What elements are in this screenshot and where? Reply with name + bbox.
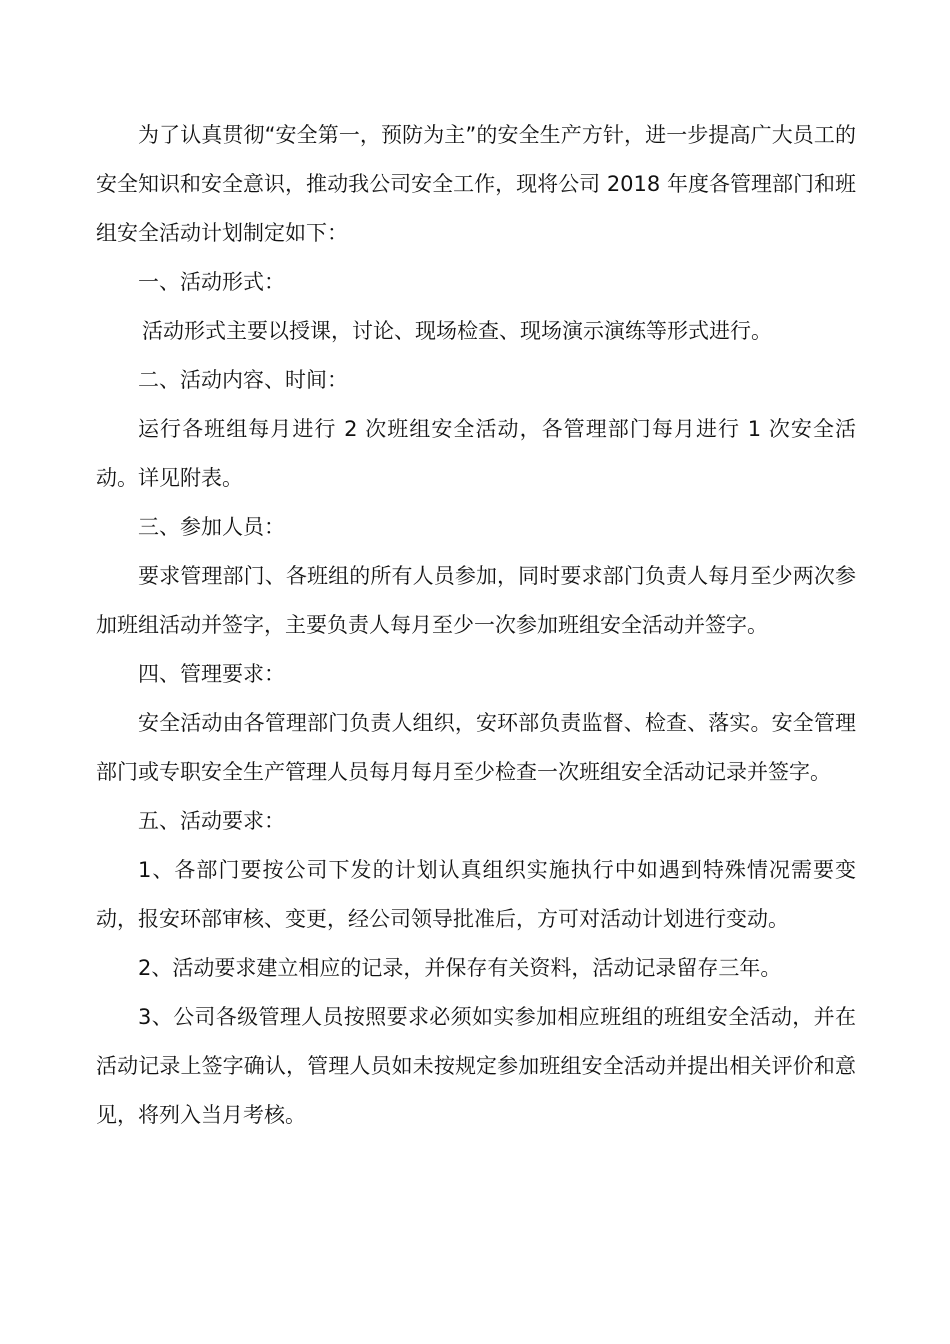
activity-content-paragraph: 运行各班组每月进行 2 次班组安全活动，各管理部门每月进行 1 次安全活动。详见附表。 [96, 417, 856, 490]
section-heading-activity-form: 一、活动形式： [138, 270, 285, 294]
section-heading-management: 四、管理要求： [138, 662, 285, 686]
requirement-item-2: 2、活动要求建立相应的记录，并保存有关资料，活动记录留存三年。 [138, 956, 782, 980]
participants-paragraph: 要求管理部门、各班组的所有人员参加，同时要求部门负责人每月至少两次参加班组活动并签字，主要负责人每月至少一次参加班组安全活动并签字。 [96, 564, 856, 637]
activity-form-paragraph: 活动形式主要以授课，讨论、现场检查、现场演示演练等形式进行。 [142, 319, 772, 343]
requirement-item-1: 1、各部门要按公司下发的计划认真组织实施执行中如遇到特殊情况需要变动，报安环部审核、变更，经公司领导批准后，方可对活动计划进行变动。 [96, 858, 856, 931]
management-paragraph: 安全活动由各管理部门负责人组织，安环部负责监督、检查、落实。安全管理部门或专职安全生产管理人员每月每月至少检查一次班组安全活动记录并签字。 [96, 711, 856, 784]
requirement-item-3: 3、公司各级管理人员按照要求必须如实参加相应班组的班组安全活动，并在活动记录上签字确认，管理人员如未按规定参加班组安全活动并提出相关评价和意见，将列入当月考核。 [96, 1005, 856, 1127]
document-body [96, 111, 856, 1140]
section-heading-requirements: 五、活动要求： [138, 809, 285, 833]
intro-paragraph: 为了认真贯彻“安全第一，预防为主”的安全生产方针，进一步提高广大员工的安全知识和安全意识，推动我公司安全工作，现将公司 2018 年度各管理部门和班组安全活动计划制定如下： [96, 123, 856, 245]
section-heading-participants: 三、参加人员： [138, 515, 285, 539]
section-heading-activity-content: 二、活动内容、时间： [138, 368, 348, 392]
